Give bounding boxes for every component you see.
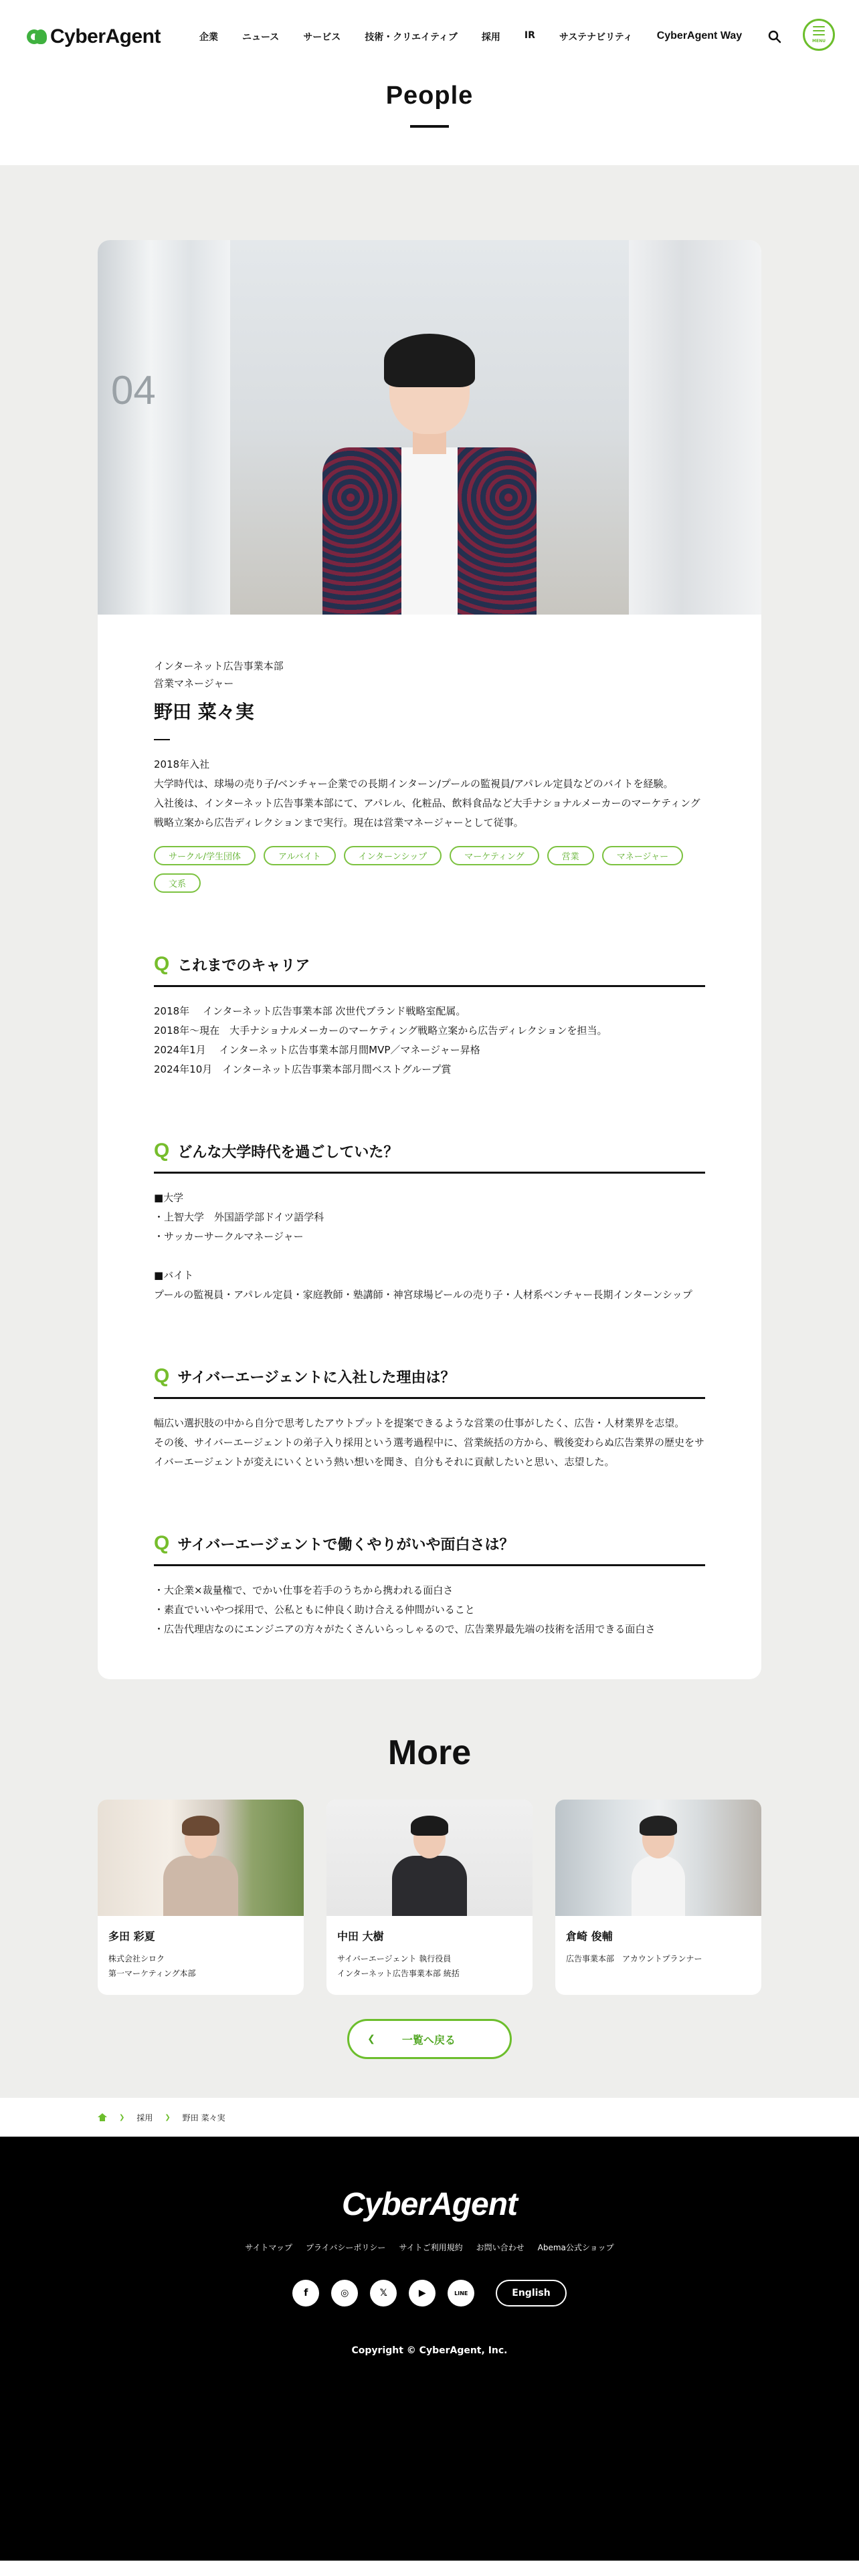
more-card-name: 多田 彩夏 [108, 1930, 155, 1943]
chevron-right-icon: ❯ [119, 2113, 125, 2121]
social-links [0, 2280, 859, 2306]
x-icon[interactable]: 𝕏 [370, 2280, 397, 2306]
name-divider [154, 739, 170, 740]
qa-title: サイバーエージェントで働くやりがいや面白さは？ [177, 1537, 514, 1553]
profile-name: 野田 菜々実 [154, 701, 254, 723]
tag[interactable]: マーケティング [450, 846, 539, 865]
nav-sustainability[interactable]: サステナビリティ [559, 32, 633, 43]
more-card[interactable] [98, 1800, 304, 1995]
footer-logo[interactable]: CyberAgent [341, 2187, 518, 2222]
more-card[interactable] [326, 1800, 533, 1995]
menu-label: MENU [812, 39, 826, 43]
profile-photo [98, 240, 761, 615]
footer-link-privacy[interactable]: プライバシーポリシー [306, 2243, 386, 2252]
more-card-line: 株式会社シロク [108, 1954, 165, 1963]
line-icon[interactable]: LINE [448, 2280, 474, 2306]
footer-link-abema-shop[interactable]: Abema公式ショップ [537, 2243, 614, 2252]
more-list [98, 1800, 761, 1995]
qa-body: 2018年 インターネット広告事業本部 次世代ブランド戦略室配属。 2018年～現在 大手ナショナルメーカーのマーケティング戦略立案から広告ディレクションを担当。 2024年1月 インターネット広告事業本部月間MVP／マネージャー昇格 2024年10月 インターネット広告事業本部月間ベストグループ賞 [154, 1005, 607, 1075]
qa-heading [154, 953, 705, 987]
q-mark: Q [154, 953, 170, 975]
more-card-photo [98, 1800, 304, 1916]
nav-service[interactable]: サービス [303, 32, 341, 43]
more-card[interactable] [555, 1800, 761, 1995]
qa-title: サイバーエージェントに入社した理由は？ [177, 1370, 456, 1386]
profile-dept: インターネット広告事業本部 [154, 660, 284, 672]
footer-links [0, 2242, 859, 2253]
hamburger-icon [813, 26, 825, 27]
nav-news[interactable]: ニュース [242, 32, 280, 43]
more-card-line: インターネット広告事業本部 統括 [337, 1969, 460, 1978]
tag[interactable]: マネージャー [602, 846, 683, 865]
logo-mark-icon [27, 27, 46, 46]
copyright: Copyright © CyberAgent, Inc. [351, 2345, 508, 2356]
site-header [0, 0, 859, 74]
more-card-name: 中田 大樹 [337, 1930, 384, 1943]
more-card-line: 広告事業本部 アカウントプランナー [566, 1954, 702, 1963]
nav-cyberagent-way[interactable]: CyberAgent Way [656, 30, 743, 41]
bio-line: 大学時代は、球場の売り子/ベンチャー企業での長期インターン/プールの監視員/アパレル定員などのバイトを経験。 [154, 778, 674, 790]
content-section [0, 165, 859, 2098]
qa-reason [98, 1365, 761, 1472]
footer-link-contact[interactable]: お問い合わせ [476, 2243, 524, 2252]
logo-text: CyberAgent [50, 25, 161, 47]
nav-company[interactable]: 企業 [199, 32, 218, 43]
english-button[interactable]: English [496, 2280, 566, 2306]
title-underline [410, 125, 449, 128]
breadcrumb-recruit[interactable]: 採用 [136, 2113, 153, 2123]
tag[interactable]: アルバイト [264, 846, 336, 865]
qa-heading [154, 1365, 705, 1399]
qa-title: どんな大学時代を過ごしていた？ [177, 1144, 399, 1161]
footer-link-sitemap[interactable]: サイトマップ [245, 2243, 293, 2252]
cyberagent-logo[interactable] [27, 25, 161, 48]
more-card-line: サイバーエージェント 執行役員 [337, 1954, 452, 1963]
chevron-right-icon: ❯ [165, 2113, 171, 2121]
qa-heading [154, 1140, 705, 1174]
footer-link-terms[interactable]: サイトご利用規約 [399, 2243, 463, 2252]
bio-line: 入社後は、インターネット広告事業本部にて、アパレル、化粧品、飲料食品など大手ナショナルメーカーのマーケティング戦略立案から広告ディレクションまで実行。現在は営業マネージャーとして従事。 [154, 797, 700, 829]
home-icon[interactable] [98, 2113, 107, 2121]
tag[interactable]: 文系 [154, 873, 201, 893]
instagram-icon[interactable]: ◎ [331, 2280, 358, 2306]
menu-button[interactable] [803, 19, 835, 51]
search-icon[interactable] [767, 29, 782, 44]
wall-number-graphic: 04 [111, 368, 156, 413]
back-to-list-button[interactable] [347, 2019, 512, 2059]
main-nav [187, 30, 754, 43]
more-title: More [387, 1733, 472, 1772]
facebook-icon[interactable]: f [292, 2280, 319, 2306]
qa-body: ■大学 ・上智大学 外国語学部ドイツ語学科 ・サッカーサークルマネージャー ■バイト プールの監視員・アパレル定員・家庭教師・塾講師・神宮球場ビールの売り子・人材系ベンチャー長期インターンシップ [154, 1192, 692, 1301]
more-card-photo [555, 1800, 761, 1916]
youtube-icon[interactable]: ▶ [409, 2280, 436, 2306]
tag[interactable]: サークル/学生団体 [154, 846, 256, 865]
qa-body: 幅広い選択肢の中から自分で思考したアウトプットを提案できるような営業の仕事がしたく、広告・人材業界を志望。 その後、サイバーエージェントの弟子入り採用という選考過程中に、営業統括の方から、戦後変わらぬ広告業界の歴史をサイバーエージェントが変えにいくという熱い想いを聞き、自分もそれに貢献したいと思い、志望した。 [154, 1417, 705, 1468]
q-mark: Q [154, 1532, 170, 1554]
qa-body: ・大企業×裁量権で、でかい仕事を若手のうちから携われる面白さ ・素直でいいやつ採用で、公私ともに仲良く助け合える仲間がいること ・広告代理店なのにエンジニアの方々がたくさんいらっしゃるので、広告業界最先端の技術を活用できる面白さ [154, 1584, 656, 1635]
breadcrumb [0, 2098, 859, 2137]
site-footer [0, 2137, 859, 2561]
breadcrumb-current: 野田 菜々実 [182, 2113, 225, 2123]
page-header [0, 74, 859, 165]
more-card-line: 第一マーケティング本部 [108, 1969, 196, 1978]
page-title: People [385, 82, 474, 110]
nav-recruit[interactable]: 採用 [481, 32, 500, 43]
qa-career [98, 953, 761, 1079]
tag[interactable]: インターンシップ [344, 846, 442, 865]
q-mark: Q [154, 1365, 170, 1387]
tag-list [154, 846, 705, 893]
nav-ir[interactable]: IR [524, 30, 535, 41]
more-card-name: 倉崎 俊輔 [566, 1930, 613, 1943]
nav-tech-creative[interactable]: 技術・クリエイティブ [365, 32, 458, 43]
chevron-left-icon: ❮ [367, 2034, 375, 2044]
bio-line: 2018年入社 [154, 758, 210, 770]
qa-rewarding [98, 1532, 761, 1639]
qa-heading [154, 1532, 705, 1566]
qa-university [98, 1140, 761, 1305]
back-label: 一覧へ戻る [401, 2033, 456, 2046]
q-mark: Q [154, 1140, 170, 1162]
profile-info [98, 615, 761, 893]
tag[interactable]: 営業 [547, 846, 594, 865]
qa-title: これまでのキャリア [177, 958, 310, 974]
more-card-photo [326, 1800, 533, 1916]
profile-card [98, 240, 761, 1679]
person-figure [322, 294, 537, 615]
profile-role: 営業マネージャー [154, 677, 234, 689]
